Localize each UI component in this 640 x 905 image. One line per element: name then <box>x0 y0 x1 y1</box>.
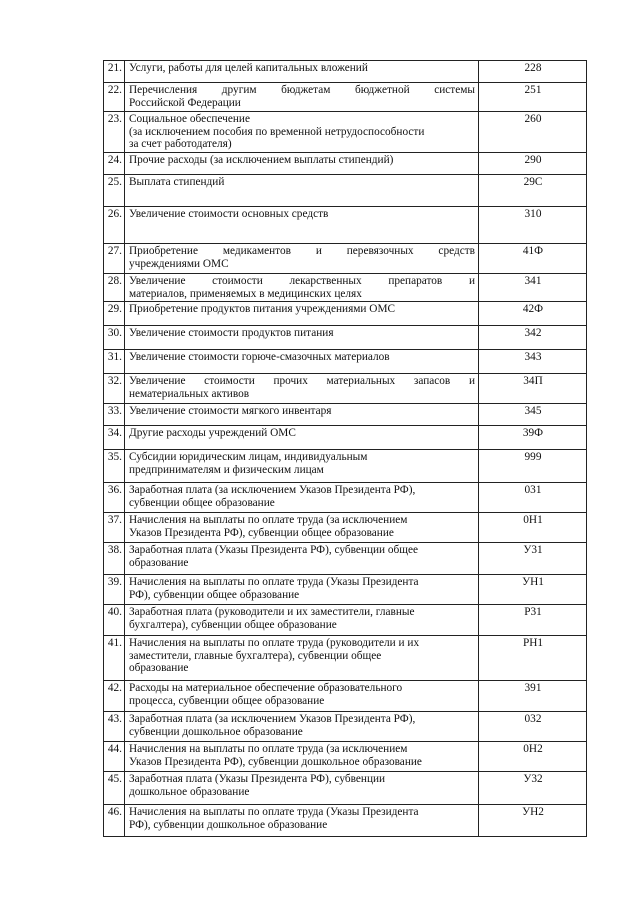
description-line: бухгалтера), субвенции общее образование <box>129 618 337 631</box>
row-code: 342 <box>479 326 587 350</box>
row-code: 345 <box>479 404 587 426</box>
row-number: 21. <box>104 61 125 83</box>
description-line: Начисления на выплаты по оплате труда (за исключением <box>129 743 408 756</box>
row-description <box>125 302 479 326</box>
table-row <box>104 543 587 575</box>
row-number: 25. <box>104 175 125 207</box>
row-code: 290 <box>479 153 587 175</box>
table-body <box>104 61 587 837</box>
description-line: Приобретение медикаментов и перевязочных средств <box>129 245 475 257</box>
description-line: Российской Федерации <box>129 96 241 109</box>
row-description <box>125 605 479 636</box>
description-line: Социальное обеспечение <box>129 113 250 125</box>
row-code: 999 <box>479 450 587 483</box>
row-number: 44. <box>104 742 125 772</box>
row-description <box>125 350 479 374</box>
row-number: 45. <box>104 772 125 805</box>
description-line: Заработная плата (за исключением Указов Президента РФ), <box>129 713 416 726</box>
row-number: 35. <box>104 450 125 483</box>
row-description <box>125 244 479 274</box>
row-code: 032 <box>479 712 587 742</box>
row-description <box>125 712 479 742</box>
row-description <box>125 61 479 83</box>
row-description <box>125 112 479 153</box>
row-description <box>125 450 479 483</box>
row-description <box>125 404 479 426</box>
table-row <box>104 605 587 636</box>
row-code: 031 <box>479 483 587 513</box>
row-code: УН1 <box>479 575 587 605</box>
row-code: 228 <box>479 61 587 83</box>
table-row <box>104 153 587 175</box>
row-number: 34. <box>104 426 125 450</box>
description-line: материалов, применяемых в медицинских целях <box>129 287 362 300</box>
description-line: Другие расходы учреждений ОМС <box>129 427 296 440</box>
description-line: образование <box>129 662 189 675</box>
table-row <box>104 805 587 837</box>
row-number: 28. <box>104 274 125 302</box>
row-description <box>125 772 479 805</box>
row-description <box>125 207 479 244</box>
row-number: 36. <box>104 483 125 513</box>
row-description <box>125 742 479 772</box>
description-line: РФ), субвенции общее образование <box>129 588 300 601</box>
row-number: 26. <box>104 207 125 244</box>
description-line: Расходы на материальное обеспечение образовательного <box>129 682 403 695</box>
description-line: за счет работодателя) <box>129 138 232 151</box>
row-code: 34П <box>479 374 587 404</box>
row-description <box>125 636 479 681</box>
row-number: 38. <box>104 543 125 575</box>
description-line: Заработная плата (руководители и их заместители, главные <box>129 606 415 619</box>
table-row <box>104 244 587 274</box>
row-code: 251 <box>479 83 587 112</box>
row-number: 24. <box>104 153 125 175</box>
row-code: 41Ф <box>479 244 587 274</box>
row-code: РН1 <box>479 636 587 681</box>
row-description <box>125 153 479 175</box>
description-line: Начисления на выплаты по оплате труда (Указы Президента <box>129 806 419 819</box>
row-code: 29С <box>479 175 587 207</box>
description-line: Начисления на выплаты по оплате труда (руководители и их <box>129 637 420 650</box>
description-line: Увеличение стоимости лекарственных препаратов и <box>129 275 475 287</box>
description-line: Услуги, работы для целей капитальных вложений <box>129 62 368 74</box>
description-line: образование <box>129 556 189 569</box>
row-description <box>125 83 479 112</box>
table-row <box>104 681 587 712</box>
row-number: 40. <box>104 605 125 636</box>
row-code: У31 <box>479 543 587 575</box>
table-row <box>104 772 587 805</box>
row-number: 33. <box>104 404 125 426</box>
table-row <box>104 83 587 112</box>
description-line: Увеличение стоимости горюче-смазочных материалов <box>129 351 390 364</box>
description-line: Увеличение стоимости продуктов питания <box>129 327 334 340</box>
description-line: Выплата стипендий <box>129 176 225 188</box>
description-line: РФ), субвенции дошкольное образование <box>129 818 328 831</box>
row-code: 391 <box>479 681 587 712</box>
description-line: Заработная плата (Указы Президента РФ), субвенции общее <box>129 544 419 557</box>
table-row <box>104 350 587 374</box>
description-line: процесса, субвенции общее образование <box>129 694 325 707</box>
table-row <box>104 175 587 207</box>
table-row <box>104 326 587 350</box>
table-row <box>104 302 587 326</box>
description-line: Указов Президента РФ), субвенции общее образование <box>129 526 394 539</box>
table-row <box>104 575 587 605</box>
description-line: нематериальных активов <box>129 387 250 400</box>
row-code: 260 <box>479 112 587 153</box>
row-code: 310 <box>479 207 587 244</box>
row-number: 43. <box>104 712 125 742</box>
description-line: предпринимателям и физическим лицам <box>129 463 324 476</box>
row-code: 343 <box>479 350 587 374</box>
row-number: 29. <box>104 302 125 326</box>
row-number: 22. <box>104 83 125 112</box>
row-number: 46. <box>104 805 125 837</box>
description-line: дошкольное образование <box>129 785 250 798</box>
description-line: Указов Президента РФ), субвенции дошкольное образование <box>129 755 422 768</box>
row-description <box>125 326 479 350</box>
table-row <box>104 374 587 404</box>
row-number: 31. <box>104 350 125 374</box>
description-line: Увеличение стоимости мягкого инвентаря <box>129 405 332 418</box>
row-code: 0Н1 <box>479 513 587 543</box>
table-row <box>104 404 587 426</box>
description-line: Заработная плата (Указы Президента РФ), субвенции <box>129 773 386 786</box>
budget-codes-table <box>103 60 587 837</box>
description-line: заместители, главные бухгалтера), субвенции общее <box>129 649 382 662</box>
description-line: Субсидии юридическим лицам, индивидуальным <box>129 451 368 464</box>
row-code: Р31 <box>479 605 587 636</box>
row-code: 0Н2 <box>479 742 587 772</box>
table-row <box>104 207 587 244</box>
table-row <box>104 483 587 513</box>
row-code: 341 <box>479 274 587 302</box>
description-line: Перечисления другим бюджетам бюджетной системы <box>129 84 475 96</box>
description-line: Заработная плата (за исключением Указов Президента РФ), <box>129 484 416 497</box>
row-number: 37. <box>104 513 125 543</box>
row-description <box>125 513 479 543</box>
row-description <box>125 681 479 712</box>
row-code: 42Ф <box>479 302 587 326</box>
row-code: У32 <box>479 772 587 805</box>
row-number: 39. <box>104 575 125 605</box>
table-row <box>104 712 587 742</box>
row-number: 42. <box>104 681 125 712</box>
description-line: учреждениями ОМС <box>129 257 229 270</box>
row-number: 32. <box>104 374 125 404</box>
row-description <box>125 374 479 404</box>
row-description <box>125 175 479 207</box>
table-row <box>104 513 587 543</box>
row-number: 30. <box>104 326 125 350</box>
table-row <box>104 61 587 83</box>
table-row <box>104 274 587 302</box>
row-description <box>125 426 479 450</box>
row-description <box>125 543 479 575</box>
description-line: Начисления на выплаты по оплате труда (Указы Президента <box>129 576 419 589</box>
table-row <box>104 742 587 772</box>
row-number: 23. <box>104 112 125 153</box>
description-line: субвенции общее образование <box>129 496 275 509</box>
row-description <box>125 274 479 302</box>
table-row <box>104 112 587 153</box>
row-description <box>125 805 479 837</box>
row-number: 41. <box>104 636 125 681</box>
table-row <box>104 636 587 681</box>
description-line: (за исключением пособия по временной нетрудоспособности <box>129 125 425 138</box>
description-line: Прочие расходы (за исключением выплаты стипендий) <box>129 154 394 166</box>
description-line: Увеличение стоимости основных средств <box>129 208 329 220</box>
row-description <box>125 483 479 513</box>
row-code: УН2 <box>479 805 587 837</box>
row-description <box>125 575 479 605</box>
description-line: Приобретение продуктов питания учреждениями ОМС <box>129 303 396 316</box>
row-code: 39Ф <box>479 426 587 450</box>
description-line: субвенции дошкольное образование <box>129 725 303 738</box>
row-number: 27. <box>104 244 125 274</box>
table-row <box>104 426 587 450</box>
description-line: Начисления на выплаты по оплате труда (за исключением <box>129 514 408 527</box>
description-line: Увеличение стоимости прочих материальных запасов и <box>129 375 475 388</box>
table-row <box>104 450 587 483</box>
